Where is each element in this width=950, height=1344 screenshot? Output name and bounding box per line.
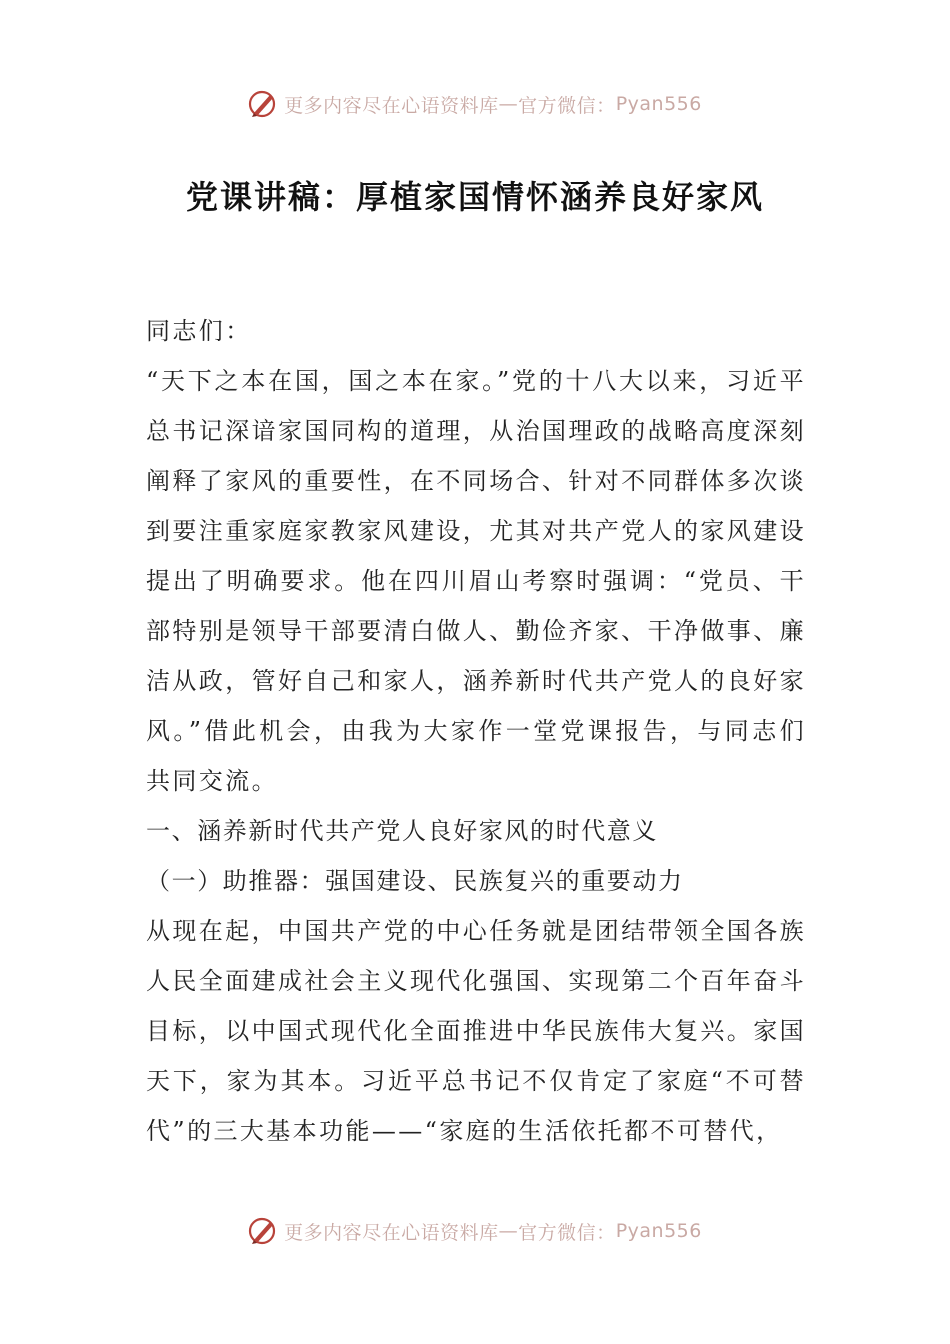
watermark-account: Pyan556 xyxy=(615,1220,702,1242)
watermark-suffix: 官方微信： xyxy=(518,94,616,117)
watermark-suffix: 官方微信： xyxy=(518,1221,616,1244)
header-watermark xyxy=(0,84,950,124)
watermark-separator: — xyxy=(498,93,519,115)
paragraph-body: 从现在起，中国共产党的中心任务就是团结带领全国各族人民全面建成社会主义现代化强国、实现第二个百年奋斗目标，以中国式现代化全面推进中华民族伟大复兴。家国天下，家为其本。习近平总书记不仅肯定了家庭“不可替代”的三大基本功能——“家庭的生活依托都不可替代， xyxy=(146,917,806,1145)
document-body xyxy=(146,306,806,1156)
footer-watermark xyxy=(0,1211,950,1251)
watermark-text: 更多内容尽在心语资料库 xyxy=(284,1221,499,1244)
watermark-separator: — xyxy=(498,1220,519,1242)
watermark-account: Pyan556 xyxy=(615,93,702,115)
salutation: 同志们： xyxy=(146,317,252,345)
pen-logo-icon xyxy=(248,89,278,119)
subsection-heading: （一）助推器：强国建设、民族复兴的重要动力 xyxy=(146,867,684,895)
pen-logo-icon xyxy=(248,1216,278,1246)
section-heading: 一、涵养新时代共产党人良好家风的时代意义 xyxy=(146,817,658,845)
watermark-text: 更多内容尽在心语资料库 xyxy=(284,94,499,117)
paragraph-intro: “天下之本在国，国之本在家。”党的十八大以来，习近平总书记深谙家国同构的道理，从治国理政的战略高度深刻阐释了家风的重要性，在不同场合、针对不同群体多次谈到要注重家庭家教家风建设，尤其对共产党人的家风建设提出了明确要求。他在四川眉山考察时强调：“党员、干部特别是领导干部要清白做人、勤俭齐家、干净做事、廉洁从政，管好自己和家人，涵养新时代共产党人的良好家风。”借此机会，由我为大家作一堂党课报告，与同志们共同交流。 xyxy=(146,367,806,795)
document-title: 党课讲稿：厚植家国情怀涵养良好家风 xyxy=(185,178,764,216)
